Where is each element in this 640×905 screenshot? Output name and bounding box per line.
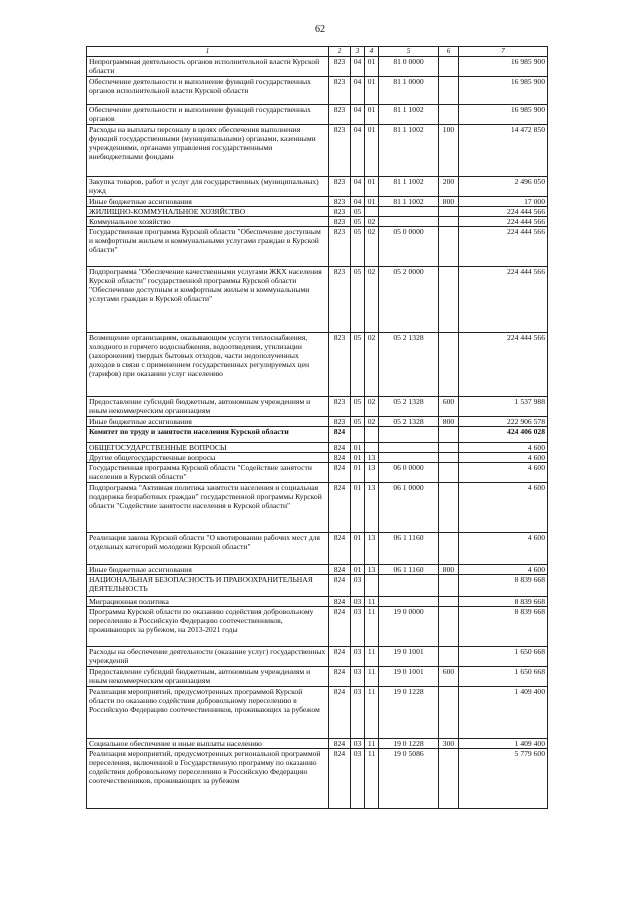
section-code-cell: 05 (351, 267, 365, 333)
target-article-cell: 19 0 1228 (379, 687, 439, 739)
section-code-cell: 01 (351, 565, 365, 575)
subsection-code-cell: 11 (365, 667, 379, 687)
amount-cell: 8 839 668 (459, 575, 548, 597)
ministry-code-cell: 823 (329, 105, 351, 125)
section-code-cell: 05 (351, 417, 365, 427)
amount-cell: 1 537 988 (459, 397, 548, 417)
target-article-cell: 81 1 1002 (379, 105, 439, 125)
subsection-code-cell: 01 (365, 105, 379, 125)
ministry-code-cell: 823 (329, 57, 351, 77)
section-code-cell: 01 (351, 443, 365, 453)
row-name-cell: Иные бюджетные ассигнования (87, 565, 329, 575)
expense-type-cell (439, 207, 459, 217)
row-name-cell: Социальное обеспечение и иные выплаты населению (87, 739, 329, 749)
amount-cell: 16 985 900 (459, 57, 548, 77)
subsection-code-cell: 11 (365, 749, 379, 809)
section-code-cell: 03 (351, 597, 365, 607)
section-code-cell: 01 (351, 463, 365, 483)
subsection-code-cell (365, 443, 379, 453)
table-row (87, 333, 548, 397)
section-code-cell: 05 (351, 397, 365, 417)
expense-type-cell: 300 (439, 739, 459, 749)
ministry-code-cell: 823 (329, 397, 351, 417)
subsection-code-cell: 13 (365, 533, 379, 565)
subsection-code-cell: 01 (365, 57, 379, 77)
table-row (87, 687, 548, 739)
subsection-code-cell: 02 (365, 227, 379, 267)
expense-type-cell (439, 427, 459, 443)
table-row (87, 647, 548, 667)
section-code-cell: 03 (351, 749, 365, 809)
target-article-cell: 81 1 1002 (379, 197, 439, 207)
subsection-code-cell: 02 (365, 267, 379, 333)
row-name-cell: НАЦИОНАЛЬНАЯ БЕЗОПАСНОСТЬ И ПРАВООХРАНИТЕЛЬНАЯ ДЕЯТЕЛЬНОСТЬ (87, 575, 329, 597)
row-name-cell: Расходы на обеспечение деятельности (оказание услуг) государственных учреждений (87, 647, 329, 667)
subsection-code-cell: 02 (365, 417, 379, 427)
target-article-cell: 19 0 1228 (379, 739, 439, 749)
amount-cell: 1 409 400 (459, 687, 548, 739)
row-name-cell: Реализация закона Курской области "О квотировании рабочих мест для отдельных категорий молодежи Курской области" (87, 533, 329, 565)
ministry-code-cell: 824 (329, 483, 351, 533)
expense-type-cell (439, 267, 459, 333)
amount-cell: 1 650 668 (459, 667, 548, 687)
amount-cell: 224 444 566 (459, 227, 548, 267)
subsection-code-cell: 11 (365, 597, 379, 607)
table-row (87, 177, 548, 197)
table-row (87, 125, 548, 177)
section-code-cell: 04 (351, 57, 365, 77)
row-name-cell: Подпрограмма "Активная политика занятости населения и социальная поддержка безработных граждан" государственной программы Курской области "Содействие занятости населения в Курской области" (87, 483, 329, 533)
amount-cell: 4 600 (459, 565, 548, 575)
ministry-code-cell: 824 (329, 667, 351, 687)
table-row (87, 607, 548, 647)
table-row (87, 597, 548, 607)
ministry-code-cell: 823 (329, 217, 351, 227)
row-name-cell: Другие общегосударственные вопросы (87, 453, 329, 463)
expense-type-cell: 100 (439, 125, 459, 177)
subsection-code-cell: 01 (365, 177, 379, 197)
subsection-code-cell: 13 (365, 453, 379, 463)
expense-type-cell (439, 217, 459, 227)
table-row (87, 575, 548, 597)
section-code-cell: 05 (351, 227, 365, 267)
amount-cell: 222 906 578 (459, 417, 548, 427)
section-code-cell: 05 (351, 333, 365, 397)
amount-cell: 14 472 850 (459, 125, 548, 177)
subsection-code-cell: 11 (365, 647, 379, 667)
target-article-cell: 05 2 1328 (379, 417, 439, 427)
amount-cell: 8 839 668 (459, 597, 548, 607)
row-name-cell: Закупка товаров, работ и услуг для государственных (муниципальных) нужд (87, 177, 329, 197)
table-row (87, 57, 548, 77)
ministry-code-cell: 823 (329, 77, 351, 105)
table-row (87, 443, 548, 453)
subsection-code-cell: 02 (365, 217, 379, 227)
section-code-cell: 01 (351, 453, 365, 463)
target-article-cell: 05 2 0000 (379, 267, 439, 333)
target-article-cell: 19 0 1001 (379, 667, 439, 687)
expense-type-cell (439, 453, 459, 463)
subsection-code-cell (365, 427, 379, 443)
table-row (87, 463, 548, 483)
row-name-cell: Обеспечение деятельности и выполнение функций государственных органов (87, 105, 329, 125)
ministry-code-cell: 823 (329, 267, 351, 333)
amount-cell: 4 600 (459, 463, 548, 483)
target-article-cell (379, 453, 439, 463)
row-name-cell: Коммунальное хозяйство (87, 217, 329, 227)
page-number: 62 (315, 24, 325, 35)
amount-cell: 224 444 566 (459, 267, 548, 333)
subsection-code-cell: 02 (365, 333, 379, 397)
amount-cell: 4 600 (459, 483, 548, 533)
row-name-cell: Реализация мероприятий, предусмотренных программой Курской области по оказанию содействия добровольному переселению в Российскую Федерацию соотечественников, проживающих за рубежом (87, 687, 329, 739)
column-header: 1 (87, 47, 329, 57)
ministry-code-cell: 823 (329, 207, 351, 217)
row-name-cell: Подпрограмма "Обеспечение качественными услугами ЖКХ населения Курской области" государственной программы Курской области "Обеспечение доступным и комфортным жильем и коммунальными услугами граждан в Курской области" (87, 267, 329, 333)
amount-cell: 224 444 566 (459, 207, 548, 217)
ministry-code-cell: 823 (329, 177, 351, 197)
column-header: 7 (459, 47, 548, 57)
expense-type-cell: 200 (439, 177, 459, 197)
section-code-cell: 03 (351, 607, 365, 647)
table-row (87, 667, 548, 687)
target-article-cell: 81 1 0000 (379, 77, 439, 105)
row-name-cell: Предоставление субсидий бюджетным, автономным учреждениям и иным некоммерческим организациям (87, 667, 329, 687)
target-article-cell (379, 575, 439, 597)
row-name-cell: ЖИЛИЩНО-КОММУНАЛЬНОЕ ХОЗЯЙСТВО (87, 207, 329, 217)
column-header: 2 (329, 47, 351, 57)
subsection-code-cell: 01 (365, 77, 379, 105)
subsection-code-cell: 02 (365, 397, 379, 417)
target-article-cell: 06 1 1160 (379, 565, 439, 575)
subsection-code-cell: 13 (365, 565, 379, 575)
ministry-code-cell: 823 (329, 197, 351, 207)
subsection-code-cell (365, 575, 379, 597)
column-header: 3 (351, 47, 365, 57)
expense-type-cell: 600 (439, 397, 459, 417)
table-row (87, 739, 548, 749)
amount-cell: 16 985 900 (459, 105, 548, 125)
subsection-code-cell: 01 (365, 197, 379, 207)
ministry-code-cell: 824 (329, 739, 351, 749)
target-article-cell (379, 427, 439, 443)
ministry-code-cell: 824 (329, 565, 351, 575)
target-article-cell (379, 207, 439, 217)
section-code-cell: 01 (351, 533, 365, 565)
amount-cell: 4 600 (459, 533, 548, 565)
section-code-cell: 05 (351, 217, 365, 227)
expense-type-cell (439, 333, 459, 397)
ministry-code-cell: 824 (329, 427, 351, 443)
amount-cell: 17 000 (459, 197, 548, 207)
subsection-code-cell: 11 (365, 739, 379, 749)
subsection-code-cell (365, 207, 379, 217)
section-code-cell: 04 (351, 125, 365, 177)
target-article-cell (379, 597, 439, 607)
ministry-code-cell: 824 (329, 575, 351, 597)
row-name-cell: ОБЩЕГОСУДАРСТВЕННЫЕ ВОПРОСЫ (87, 443, 329, 453)
section-code-cell: 03 (351, 667, 365, 687)
column-header: 6 (439, 47, 459, 57)
target-article-cell: 81 0 0000 (379, 57, 439, 77)
expense-type-cell: 800 (439, 417, 459, 427)
expense-type-cell (439, 597, 459, 607)
row-name-cell: Непрограммная деятельность органов исполнительной власти Курской области (87, 57, 329, 77)
section-code-cell: 03 (351, 647, 365, 667)
section-code-cell: 01 (351, 483, 365, 533)
section-code-cell: 04 (351, 177, 365, 197)
table-row (87, 207, 548, 217)
section-code-cell: 03 (351, 687, 365, 739)
section-code-cell: 05 (351, 207, 365, 217)
budget-table (86, 46, 548, 809)
table-row (87, 227, 548, 267)
amount-cell: 1 409 400 (459, 739, 548, 749)
target-article-cell: 81 1 1002 (379, 177, 439, 197)
ministry-code-cell: 824 (329, 463, 351, 483)
table-row (87, 453, 548, 463)
section-code-cell: 04 (351, 197, 365, 207)
target-article-cell (379, 217, 439, 227)
target-article-cell (379, 443, 439, 453)
expense-type-cell (439, 575, 459, 597)
expense-type-cell (439, 105, 459, 125)
target-article-cell: 05 2 1328 (379, 397, 439, 417)
ministry-code-cell: 824 (329, 453, 351, 463)
ministry-code-cell: 823 (329, 227, 351, 267)
target-article-cell: 06 1 0000 (379, 483, 439, 533)
ministry-code-cell: 823 (329, 333, 351, 397)
row-name-cell: Комитет по труду и занятости населения Курской области (87, 427, 329, 443)
expense-type-cell (439, 443, 459, 453)
expense-type-cell (439, 463, 459, 483)
column-header: 4 (365, 47, 379, 57)
row-name-cell: Иные бюджетные ассигнования (87, 197, 329, 207)
expense-type-cell: 800 (439, 565, 459, 575)
table-row (87, 267, 548, 333)
ministry-code-cell: 824 (329, 443, 351, 453)
ministry-code-cell: 823 (329, 125, 351, 177)
table-row (87, 483, 548, 533)
target-article-cell: 81 1 1002 (379, 125, 439, 177)
subsection-code-cell: 13 (365, 463, 379, 483)
amount-cell: 224 444 566 (459, 217, 548, 227)
section-code-cell: 03 (351, 575, 365, 597)
ministry-code-cell: 824 (329, 607, 351, 647)
expense-type-cell (439, 77, 459, 105)
column-header: 5 (379, 47, 439, 57)
amount-cell: 4 600 (459, 443, 548, 453)
ministry-code-cell: 824 (329, 533, 351, 565)
expense-type-cell (439, 749, 459, 809)
expense-type-cell (439, 647, 459, 667)
target-article-cell: 05 0 0000 (379, 227, 439, 267)
row-name-cell: Программа Курской области по оказанию содействия добровольному переселению в Российскую Федерацию соотечественников, проживающих за рубежом, на 2013-2021 годы (87, 607, 329, 647)
target-article-cell: 06 1 1160 (379, 533, 439, 565)
table-row (87, 77, 548, 105)
row-name-cell: Государственная программа Курской области "Содействие занятости населения в Курской области" (87, 463, 329, 483)
target-article-cell: 19 0 0000 (379, 607, 439, 647)
row-name-cell: Расходы на выплаты персоналу в целях обеспечения выполнения функций государственными (муниципальными) органами, казенными учреждениями, органами управления государственными внебюджетными фондами (87, 125, 329, 177)
table-row (87, 565, 548, 575)
amount-cell: 4 600 (459, 453, 548, 463)
expense-type-cell (439, 57, 459, 77)
section-code-cell: 04 (351, 105, 365, 125)
target-article-cell: 19 0 5086 (379, 749, 439, 809)
ministry-code-cell: 824 (329, 597, 351, 607)
amount-cell: 424 406 028 (459, 427, 548, 443)
table-row (87, 417, 548, 427)
amount-cell: 2 496 050 (459, 177, 548, 197)
amount-cell: 8 839 668 (459, 607, 548, 647)
row-name-cell: Обеспечение деятельности и выполнение функций государственных органов исполнительной власти Курской области (87, 77, 329, 105)
subsection-code-cell: 13 (365, 483, 379, 533)
section-code-cell: 04 (351, 77, 365, 105)
row-name-cell: Возмещение организациям, оказывающим услуги теплоснабжения, холодного и горячего водоснабжения, водоотведения, утилизации (захоронения) твердых бытовых отходов, части недополученных доходов в связи с применением государственных регулируемых цен (тарифов) при оказании услуг населению (87, 333, 329, 397)
expense-type-cell (439, 533, 459, 565)
expense-type-cell: 800 (439, 197, 459, 207)
section-code-cell (351, 427, 365, 443)
expense-type-cell (439, 607, 459, 647)
ministry-code-cell: 824 (329, 687, 351, 739)
table-row (87, 397, 548, 417)
table-row (87, 533, 548, 565)
ministry-code-cell: 824 (329, 647, 351, 667)
target-article-cell: 19 0 1001 (379, 647, 439, 667)
amount-cell: 1 650 668 (459, 647, 548, 667)
section-code-cell: 03 (351, 739, 365, 749)
row-name-cell: Предоставление субсидий бюджетным, автономным учреждениям и иным некоммерческим организациям (87, 397, 329, 417)
target-article-cell: 06 0 0000 (379, 463, 439, 483)
subsection-code-cell: 11 (365, 607, 379, 647)
expense-type-cell (439, 687, 459, 739)
subsection-code-cell: 01 (365, 125, 379, 177)
row-name-cell: Реализация мероприятий, предусмотренных региональной программой переселения, включенной в Государственную программу по оказанию содействия добровольному переселению в Российскую Федерацию соотечественников, проживающих за рубежом (87, 749, 329, 809)
row-name-cell: Государственная программа Курской области "Обеспечение доступным и комфортным жильем и коммунальными услугами граждан в Курской области" (87, 227, 329, 267)
amount-cell: 5 779 600 (459, 749, 548, 809)
table-row (87, 749, 548, 809)
ministry-code-cell: 824 (329, 749, 351, 809)
amount-cell: 224 444 566 (459, 333, 548, 397)
expense-type-cell (439, 227, 459, 267)
expense-type-cell (439, 483, 459, 533)
ministry-code-cell: 823 (329, 417, 351, 427)
amount-cell: 16 985 900 (459, 77, 548, 105)
target-article-cell: 05 2 1328 (379, 333, 439, 397)
table-row (87, 197, 548, 207)
expense-type-cell: 600 (439, 667, 459, 687)
table-row (87, 427, 548, 443)
table-row (87, 217, 548, 227)
subsection-code-cell: 11 (365, 687, 379, 739)
table-header-row (87, 47, 548, 57)
row-name-cell: Миграционная политика (87, 597, 329, 607)
table-row (87, 105, 548, 125)
row-name-cell: Иные бюджетные ассигнования (87, 417, 329, 427)
